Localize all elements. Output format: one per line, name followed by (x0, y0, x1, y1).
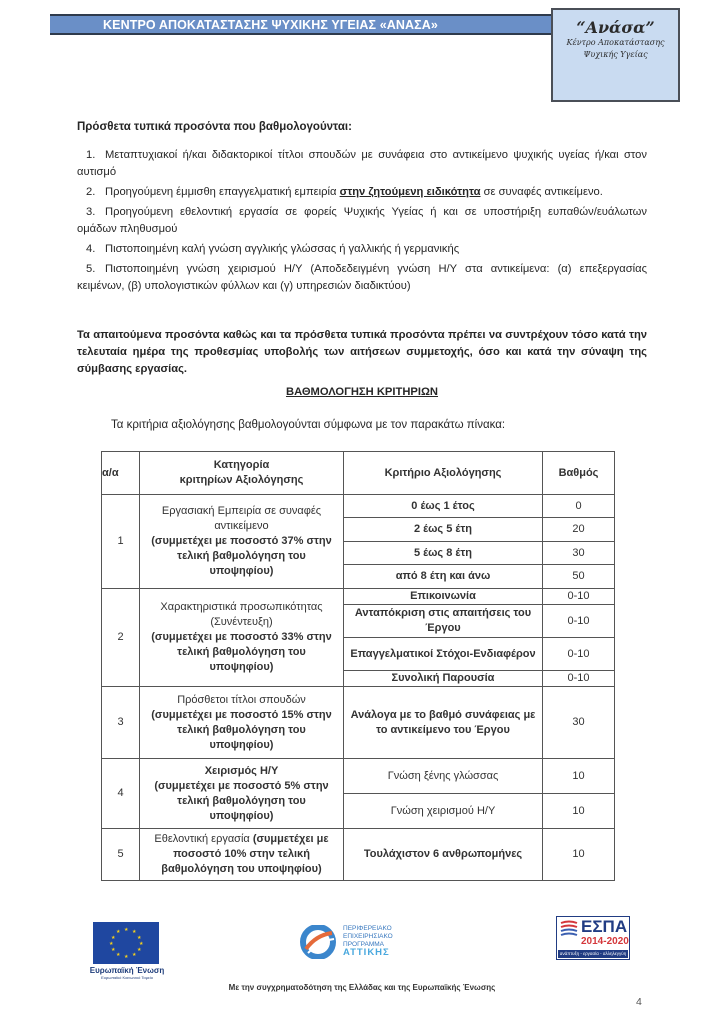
espa-wave-icon (560, 920, 578, 940)
category-title: Πρόσθετοι τίτλοι σπουδών (177, 693, 306, 706)
list-item (77, 147, 647, 181)
attiki-line: ΑΤΤΙΚΗΣ (343, 947, 390, 958)
table-row (102, 687, 615, 759)
criterion: Ανάλογα με το βαθμό συνάφειας με το αντικείμενο του Έργου (344, 687, 543, 759)
list-text: σε συναφές αντικείμενο. (480, 186, 603, 198)
criterion: 2 έως 5 έτη (344, 518, 543, 542)
attiki-line: ΠΡΟΓΡΑΜΜΑ (343, 941, 385, 948)
list-number: 2. (86, 186, 96, 198)
category-title: Χειρισμός Η/Υ (204, 764, 279, 777)
score: 0-10 (543, 671, 615, 687)
logo-subtitle-line1: Κέντρο Αποκατάστασης (566, 38, 665, 47)
espa-years: 2014-2020 (581, 936, 629, 947)
category-note: (συμμετέχει με ποσοστό 37% στην τελική βαθμολόγηση του υποψηφίου) (151, 535, 332, 577)
score: 0 (543, 495, 615, 518)
category-note: (συμμετέχει με ποσοστό 5% στην τελική βαθμολόγηση του υποψηφίου) (154, 779, 329, 822)
espa-title: ΕΣΠΑ (581, 917, 628, 936)
col-header-score: Βαθμός (543, 452, 615, 495)
list-number: 4. (86, 243, 96, 255)
col-header-category-line2: κριτηρίων Αξιολόγησης (179, 474, 304, 486)
score: 20 (543, 518, 615, 542)
list-text: Μεταπτυχιακοί ή/και διδακτορικοί τίτλοι σπουδών με συνάφεια στο αντικείμενο ψυχικής υγείας ή/και στον αυτισμό (77, 149, 647, 178)
row-category (140, 687, 344, 759)
attiki-program-logo-icon (298, 925, 342, 959)
table-row (102, 589, 615, 605)
row-category (140, 495, 344, 589)
list-item (77, 261, 647, 295)
row-num: 4 (102, 759, 140, 829)
scoring-title: ΒΑΘΜΟΛΟΓΗΣΗ ΚΡΙΤΗΡΙΩΝ (285, 386, 439, 398)
anasa-logo (551, 8, 680, 102)
requirements-paragraph: Τα απαιτούμενα προσόντα καθώς και τα πρόσθετα τυπικά προσόντα πρέπει να συντρέχουν τόσο κατά την τελευταία ημέρα της προθεσμίας υποβολής των αιτήσεων συμμετοχής, όσο και κατά την σύναψη της σύμβασης εργασίας. (77, 329, 647, 375)
criterion: 5 έως 8 έτη (344, 542, 543, 565)
table-row (102, 829, 615, 881)
logo-title: “Ανάσα” (576, 18, 655, 37)
table-header-row (102, 452, 615, 495)
row-num: 3 (102, 687, 140, 759)
col-header-criterion: Κριτήριο Αξιολόγησης (344, 452, 543, 495)
list-number: 1. (86, 149, 96, 161)
qualifications-list (77, 147, 647, 298)
qualifications-heading: Πρόσθετα τυπικά προσόντα που βαθμολογούνται: (77, 121, 352, 133)
list-item (77, 204, 647, 238)
espa-tagline: ανάπτυξη - εργασία - αλληλεγγύη (559, 951, 627, 956)
score: 50 (543, 565, 615, 589)
list-item (77, 241, 647, 258)
col-header-category (140, 452, 344, 495)
logo-subtitle-line2: Ψυχικής Υγείας (583, 50, 648, 59)
col-header-num: α/α (102, 452, 140, 495)
eu-flag-icon: ★ ★ ★ ★ ★ ★ ★ ★ ★ ★ ★ ★ (93, 922, 159, 964)
criterion: Ανταπόκριση στις απαιτήσεις του Έργου (344, 605, 543, 638)
col-header-category-line1: Κατηγορία (213, 459, 270, 471)
espa-logo (556, 916, 630, 960)
attiki-line: ΕΠΙΧΕΙΡΗΣΙΑΚΟ (343, 933, 393, 940)
category-note: (συμμετέχει με ποσοστό 10% στην τελική βαθμολόγηση του υποψηφίου) (161, 833, 329, 875)
attiki-program-text (343, 925, 393, 957)
scoring-intro: Τα κριτήρια αξιολόγησης βαθμολογούνται σύμφωνα με τον παρακάτω πίνακα: (111, 419, 506, 431)
attiki-line: ΠΕΡΙΦΕΡΕΙΑΚΟ (343, 925, 392, 932)
cofunding-text: Με την συγχρηματοδότηση της Ελλάδας και της Ευρωπαϊκής Ένωσης (228, 983, 496, 992)
criterion: 0 έως 1 έτος (344, 495, 543, 518)
score: 30 (543, 542, 615, 565)
criterion: από 8 έτη και άνω (344, 565, 543, 589)
criterion: Επικοινωνία (344, 589, 543, 605)
eu-sublabel: Ευρωπαϊκό Κοινωνικό Ταμείο (101, 975, 153, 980)
score: 0-10 (543, 605, 615, 638)
row-category (140, 589, 344, 687)
list-text: Προηγούμενη έμμισθη επαγγελματική εμπειρία (105, 186, 340, 198)
row-num: 1 (102, 495, 140, 589)
list-text: Πιστοποιημένη γνώση χειρισμού Η/Υ (Αποδεδειγμένη γνώση Η/Υ στα αντικείμενα: (α) επεξεργασίας κειμένων, (β) υπολογιστικών φύλλων και (γ) υπηρεσιών διαδικτύου) (77, 263, 647, 292)
criterion: Επαγγελματικοί Στόχοι-Ενδιαφέρον (344, 638, 543, 671)
score: 0-10 (543, 638, 615, 671)
table-row (102, 759, 615, 794)
criterion: Συνολική Παρουσία (344, 671, 543, 687)
row-num: 5 (102, 829, 140, 881)
emphasized-text: στην ζητούμενη ειδικότητα (339, 186, 481, 198)
score: 10 (543, 829, 615, 881)
list-text: Προηγούμενη εθελοντική εργασία σε φορείς Ψυχικής Υγείας ή και σε υποστήριξη ευπαθών/ευάλωτων ομάδων πληθυσμού (77, 206, 647, 235)
category-title: Εθελοντική εργασία (154, 833, 250, 845)
table-row (102, 495, 615, 518)
criterion: Γνώση ξένης γλώσσας (344, 759, 543, 794)
list-item (77, 184, 647, 201)
criterion: Τουλάχιστον 6 ανθρωπομήνες (344, 829, 543, 881)
header-title: ΚΕΝΤΡΟ ΑΠΟΚΑΤΑΣΤΑΣΗΣ ΨΥΧΙΚΗΣ ΥΓΕΙΑΣ «ΑΝΑΣΑ» (103, 17, 438, 32)
category-title: Εργασιακή Εμπειρία σε συναφές αντικείμενο (161, 505, 322, 532)
criteria-table (101, 451, 615, 881)
list-number: 3. (86, 206, 96, 218)
category-note: (συμμετέχει με ποσοστό 15% στην τελική βαθμολόγηση του υποψηφίου) (151, 708, 332, 751)
list-text: Πιστοποιημένη καλή γνώση αγγλικής γλώσσας ή γαλλικής ή γερμανικής (105, 243, 460, 255)
row-category (140, 829, 344, 881)
score: 10 (543, 794, 615, 829)
category-note: (συμμετέχει με ποσοστό 33% στην τελική βαθμολόγηση του υποψηφίου) (151, 631, 332, 673)
category-title: Χαρακτηριστικά προσωπικότητας (Συνέντευξη) (160, 601, 323, 628)
page-number: 4 (636, 996, 642, 1008)
score: 30 (543, 687, 615, 759)
list-number: 5. (86, 263, 96, 275)
row-category (140, 759, 344, 829)
row-num: 2 (102, 589, 140, 687)
eu-label: Ευρωπαϊκή Ένωση (89, 966, 165, 975)
document-header-bar (50, 14, 551, 35)
score: 0-10 (543, 589, 615, 605)
score: 10 (543, 759, 615, 794)
criterion: Γνώση χειρισμού Η/Υ (344, 794, 543, 829)
